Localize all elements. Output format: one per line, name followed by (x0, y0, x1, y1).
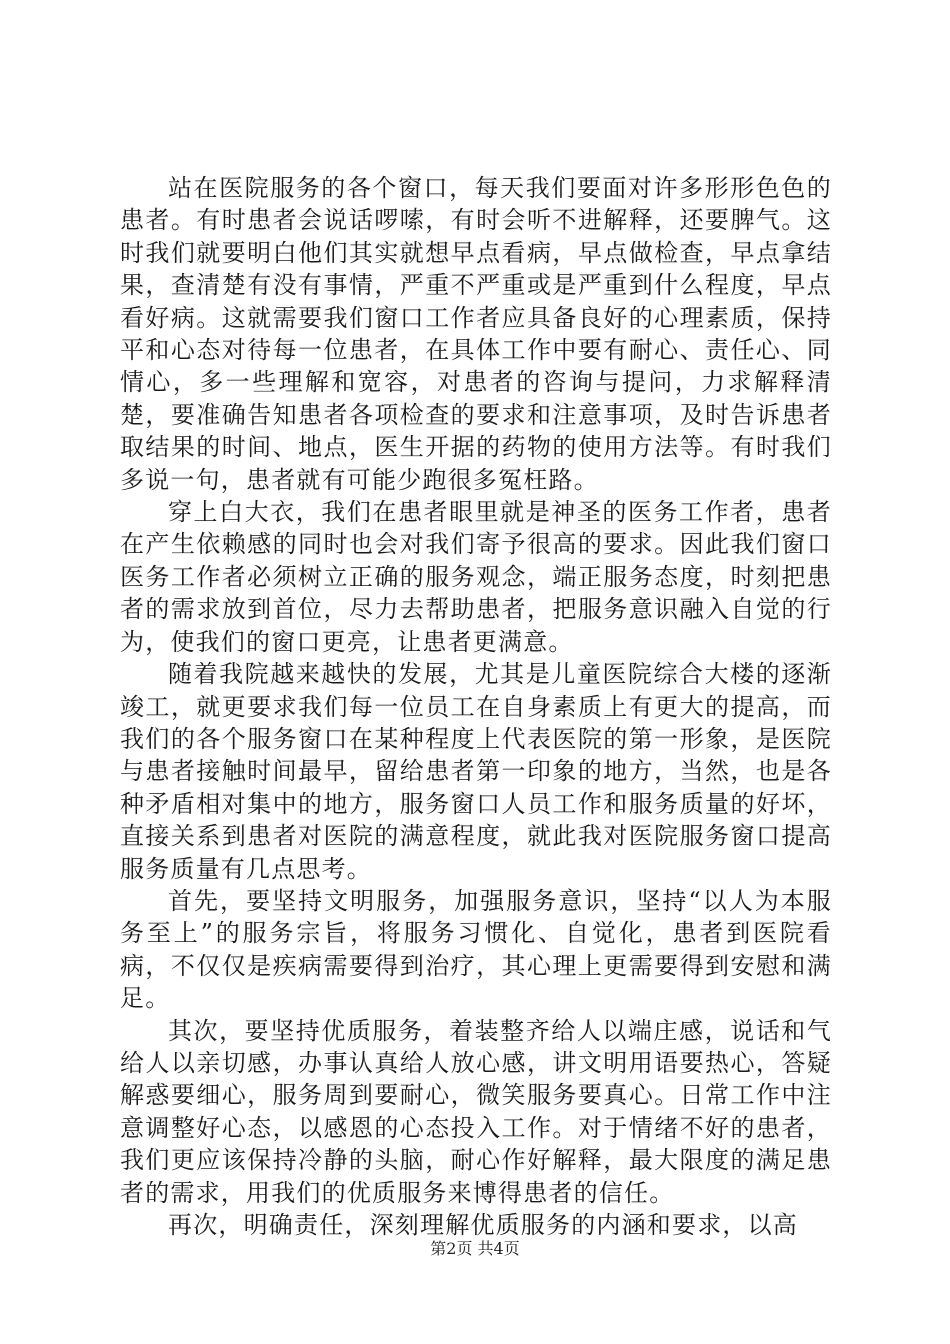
paragraph-1: 站在医院服务的各个窗口，每天我们要面对许多形形色色的患者。有时患者会说话啰嗦，有时会听不进解释，还要脾气。这时我们就要明白他们其实就想早点看病，早点做检查，早点拿结果，查清楚有没有事情，严重不严重或是严重到什么程度，早点看好病。这就需要我们窗口工作者应具备良好的心理素质，保持平和心态对待每一位患者，在具体工作中要有耐心、责任心、同情心，多一些理解和宽容，对患者的咨询与提问，力求解释清楚，要准确告知患者各项检查的要求和注意事项，及时告诉患者取结果的时间、地点，医生开据的药物的使用方法等。有时我们多说一句，患者就有可能少跑很多冤枉路。 (120, 174, 832, 494)
page-footer: 第2页 共4页 (430, 1239, 520, 1258)
paragraph-3: 随着我院越来越快的发展，尤其是儿童医院综合大楼的逐渐竣工，就更要求我们每一位员工在自身素质上有更大的提高，而我们的各个服务窗口在某种程度上代表医院的第一形象，是医院与患者接触时间最早，留给患者第一印象的地方，当然，也是各种矛盾相对集中的地方，服务窗口人员工作和服务质量的好坏，直接关系到患者对医院的满意程度，就此我对医院服务窗口提高服务质量有几点思考。 (120, 660, 832, 883)
paragraph-6: 再次，明确责任，深刻理解优质服务的内涵和要求，以高 (168, 1211, 798, 1239)
document-body (120, 172, 832, 1241)
paragraph-5: 其次，要坚持优质服务，着装整齐给人以端庄感，说话和气给人以亲切感，办事认真给人放心感，讲文明用语要热心，答疑解惑要细心，服务周到要耐心，微笑服务要真心。日常工作中注意调整好心态，以感恩的心态投入工作。对于情绪不好的患者，我们更应该保持冷静的头脑，耐心作好解释，最大限度的满足患者的需求，用我们的优质服务来博得患者的信任。 (120, 1016, 832, 1207)
paragraph-2: 穿上白大衣，我们在患者眼里就是神圣的医务工作者，患者在产生依赖感的同时也会对我们寄予很高的要求。因此我们窗口医务工作者必须树立正确的服务观念，端正服务态度，时刻把患者的需求放到首位，尽力去帮助患者，把服务意识融入自觉的行为，使我们的窗口更亮，让患者更满意。 (120, 498, 832, 656)
paragraph-4: 首先，要坚持文明服务，加强服务意识，坚持“以人为本服务至上”的服务宗旨，将服务习惯化、自觉化，患者到医院看病，不仅仅是疾病需要得到治疗，其心理上更需要得到安慰和满足。 (120, 886, 832, 1013)
